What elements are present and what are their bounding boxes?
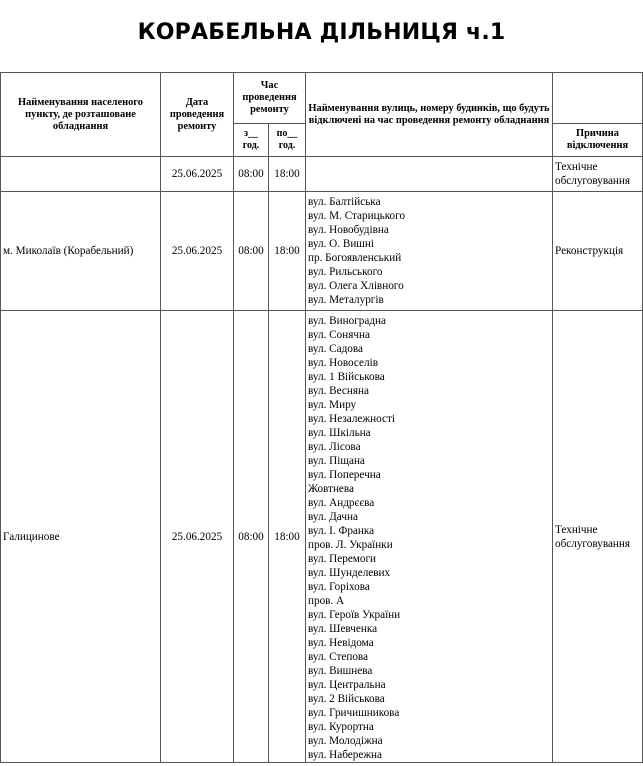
street-item: вул. Балтійська bbox=[308, 196, 381, 208]
street-item: вул. М. Старицького bbox=[308, 210, 406, 222]
row-to: 18:00 bbox=[269, 311, 306, 763]
row-from: 08:00 bbox=[234, 157, 269, 192]
header-streets: Найменування вулиць, номеру будинків, що будуть відключені на час проведення ремонту обладнання bbox=[306, 73, 553, 157]
street-item: вул. Новобудівна bbox=[308, 224, 389, 236]
street-item: вул. Олега Хлівного bbox=[308, 280, 404, 292]
header-time: Час проведення ремонту bbox=[234, 73, 306, 124]
header-row bbox=[1, 73, 643, 124]
street-item: вул. Степова bbox=[308, 651, 369, 663]
street-item: вул. Сонячна bbox=[308, 329, 370, 341]
street-item: вул. Металургів bbox=[308, 294, 384, 306]
street-item: пр. Богоявленський bbox=[308, 252, 402, 264]
street-item: вул. Вишнева bbox=[308, 665, 373, 677]
header-to: по__ год. bbox=[269, 124, 306, 157]
row-reason: Реконструкція bbox=[553, 192, 643, 311]
street-item: пров. Л. Українки bbox=[308, 539, 393, 551]
row-from: 08:00 bbox=[234, 311, 269, 763]
header-reason-top bbox=[553, 73, 643, 124]
row-location bbox=[1, 157, 161, 192]
street-item: вул. І. Франка bbox=[308, 525, 375, 537]
street-item: вул. Лісова bbox=[308, 441, 361, 453]
street-item: вул. Шунделевих bbox=[308, 567, 391, 579]
row-to: 18:00 bbox=[269, 157, 306, 192]
row-date: 25.06.2025 bbox=[161, 157, 234, 192]
table-row bbox=[1, 311, 643, 763]
street-item: вул. Героїв України bbox=[308, 609, 401, 621]
street-item: вул. Набережна bbox=[308, 749, 382, 761]
street-item: вул. Андрєєва bbox=[308, 497, 375, 509]
street-item: вул. Горіхова bbox=[308, 581, 370, 593]
row-location: м. Миколаїв (Корабельний) bbox=[1, 192, 161, 311]
row-to: 18:00 bbox=[269, 192, 306, 311]
street-item: вул. О. Вишні bbox=[308, 238, 375, 250]
street-item: вул. Поперечна bbox=[308, 469, 381, 481]
street-item: вул. Садова bbox=[308, 343, 363, 355]
header-location: Найменування населеного пункту, де розташоване обладнання bbox=[1, 73, 161, 157]
row-date: 25.06.2025 bbox=[161, 311, 234, 763]
street-item: вул. Весняна bbox=[308, 385, 369, 397]
street-item: вул. Шкільна bbox=[308, 427, 371, 439]
row-date: 25.06.2025 bbox=[161, 192, 234, 311]
street-item: вул. Перемоги bbox=[308, 553, 377, 565]
street-item: вул. 2 Військова bbox=[308, 693, 385, 705]
row-from: 08:00 bbox=[234, 192, 269, 311]
row-reason: Технічне обслуговування bbox=[553, 157, 643, 192]
row-streets bbox=[306, 311, 553, 763]
row-reason: Технічне обслуговування bbox=[553, 311, 643, 763]
street-item: вул. Невідома bbox=[308, 637, 374, 649]
header-from: з__ год. bbox=[234, 124, 269, 157]
street-item: вул. Шевченка bbox=[308, 623, 378, 635]
header-reason: Причина відключення bbox=[553, 124, 643, 157]
row-streets bbox=[306, 157, 553, 192]
street-item: пров. А bbox=[308, 595, 345, 607]
street-item: вул. Курортна bbox=[308, 721, 374, 733]
street-item: вул. Незалежності bbox=[308, 413, 395, 425]
street-item: вул. Виноградна bbox=[308, 315, 387, 327]
page-title: КОРАБЕЛЬНА ДІЛЬНИЦЯ ч.1 bbox=[137, 20, 506, 45]
street-item: вул. Новоселів bbox=[308, 357, 378, 369]
street-item: вул. 1 Військова bbox=[308, 371, 385, 383]
street-item: Жовтнева bbox=[308, 483, 354, 495]
street-item: вул. Гричишникова bbox=[308, 707, 400, 719]
table-row bbox=[1, 192, 643, 311]
outage-schedule-table bbox=[0, 72, 643, 763]
street-item: вул. Молодіжна bbox=[308, 735, 383, 747]
street-item: вул. Піщана bbox=[308, 455, 365, 467]
row-location: Галицинове bbox=[1, 311, 161, 763]
table-row bbox=[1, 157, 643, 192]
street-item: вул. Центральна bbox=[308, 679, 386, 691]
street-item: вул. Дачна bbox=[308, 511, 358, 523]
header-date: Дата проведення ремонту bbox=[161, 73, 234, 157]
street-item: вул. Миру bbox=[308, 399, 357, 411]
row-streets bbox=[306, 192, 553, 311]
street-item: вул. Рильського bbox=[308, 266, 383, 278]
